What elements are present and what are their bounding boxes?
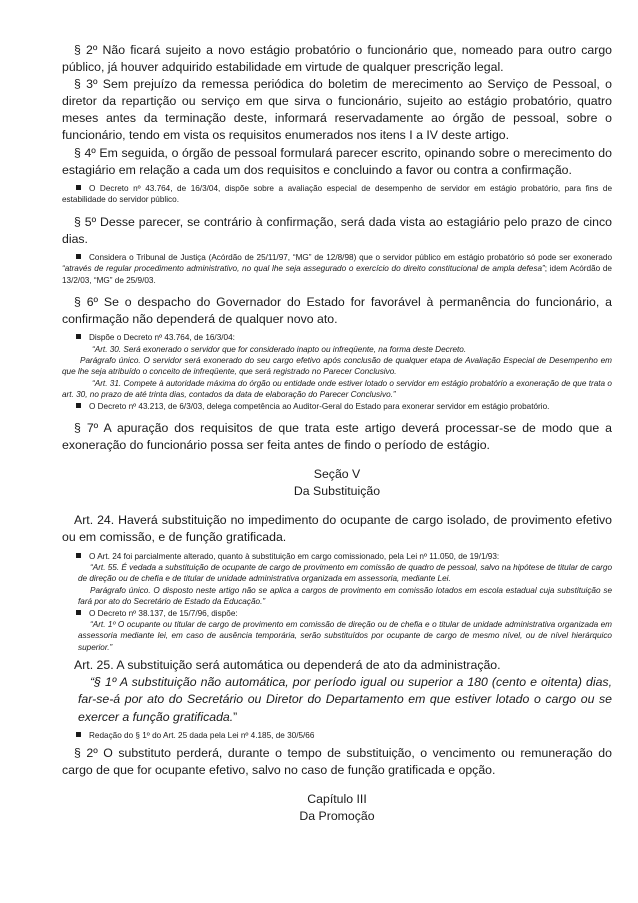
article-25: Art. 25. A substituição será automática ou dependerá de ato da administração. (74, 658, 501, 673)
paragraph-7: § 7º A apuração dos requisitos de que trata este artigo deverá processar-se de modo que a exoneração do funcionário possa ser feita antes de findo o período de estágio. (62, 421, 612, 453)
document-page (62, 42, 612, 825)
section-title: Seção V (313, 467, 361, 482)
article-24: Art. 24. Haverá substituição no impedimento do ocupante de cargo isolado, de provimento efetivo ou em comissão, e de função gratificada. (62, 513, 612, 545)
note-lei-4185: Redação do § 1º do Art. 25 dada pela Lei nº 4.185, de 30/5/66 (62, 730, 612, 741)
paragraph-2b: § 2º O substituto perderá, durante o tempo de substituição, o vencimento ou remuneração do cargo de que for ocupante efetivo, salvo no caso de função gratificada e opção. (62, 746, 612, 778)
note-decreto-43764: O Decreto nº 43.764, de 16/3/04, dispõe sobre a avaliação especial de desempenho de servidor em estágio probatório, para fins de estabilidade do servidor público. (62, 183, 612, 205)
note-decreto-43213: O Decreto nº 43.213, de 6/3/03, delega competência ao Auditor-Geral do Estado para exonerar servidor em estágio probatório. (62, 401, 612, 412)
bullet-icon (76, 334, 81, 339)
note-lei-11050: O Art. 24 foi parcialmente alterado, quanto à substituição em cargo comissionado, pela Lei nº 11.050, de 19/1/93: (62, 551, 612, 562)
paragraph-5: § 5º Desse parecer, se contrário à confirmação, será dada vista ao estagiário pelo prazo de cinco dias. (62, 214, 612, 246)
bullet-icon (76, 732, 81, 737)
chapter-subtitle: Da Promoção (299, 809, 375, 824)
bullet-icon (76, 403, 81, 408)
quote-art-1: “Art. 1º O ocupante ou titular de cargo de provimento em comissão de direção ou de chefia e o titular de unidade administrativa organizada em assessoria mediante lei, em caso de ausência temporária, serão substituídos por ocupante de cargo de mesmo nível, ou de nível hierárquico superior.” (78, 620, 612, 652)
article-25-paragraph-1: “§ 1º A substituição não automática, por período igual ou superior a 180 (cento e oitenta) dias, far-se-á por ato do Secretário ou Diretor do Departamento em que estiver lotado o cargo ou se exercer a função gratificada.” (78, 675, 612, 724)
quote-art-31: “Art. 31. Compete à autoridade máxima do órgão ou entidade onde estiver lotado o servidor em estágio probatório a exoneração de que trata o art. 30, no prazo de até trinta dias, contados da data de elaboração do Parecer Conclusivo.” (62, 378, 612, 400)
bullet-icon (76, 254, 81, 259)
quote-art-30: “Art. 30. Será exonerado o servidor que for considerado inapto ou infreqüente, na forma deste Decreto. (92, 344, 467, 354)
section-subtitle: Da Substituição (293, 484, 381, 499)
note-tribunal: Considera o Tribunal de Justiça (Acórdão de 25/11/97, “MG” de 12/8/98) que o servidor público em estágio probatório só pode ser exonerado “através de regular procedimento administrativo, no qual lhe seja assegurado o exercício do direito constitucional de ampla defesa”; idem Acórdão de 13/2/03, “MG” de 25/9/03. (62, 252, 612, 285)
chapter-title: Capítulo III (307, 792, 367, 807)
paragraph-3: § 3º Sem prejuízo da remessa periódica do boletim de merecimento ao Serviço de Pessoal, o diretor da repartição ou serviço em que sirva o funcionário, sujeito ao estágio probatório, quatro meses antes da terminação deste, informará reservadamente ao órgão de pessoal, sobre o funcionário, tendo em vista os requisitos enumerados nos itens I a IV deste artigo. (62, 77, 612, 143)
note-decreto-43764-b: Dispõe o Decreto nº 43.764, de 16/3/04: (62, 332, 612, 343)
bullet-icon (76, 553, 81, 558)
paragraph-4: § 4º Em seguida, o órgão de pessoal formulará parecer escrito, opinando sobre o merecimento do estagiário em relação a cada um dos requisitos e concluindo a favor ou contra a confirmação. (62, 145, 612, 177)
note-decreto-38137: O Decreto nº 38.137, de 15/7/96, dispõe: (62, 608, 612, 619)
quote-art-30-paragraph: Parágrafo único. O servidor será exonerado do seu cargo efetivo após conclusão de qualquer etapa de Avaliação Especial de Desempenho em que lhe seja atribuído o conceito de infreqüente, que será registrado no Parecer Conclusivo. (62, 355, 612, 377)
paragraph-2: § 2º Não ficará sujeito a novo estágio probatório o funcionário que, nomeado para outro cargo público, já houver adquirido estabilidade em virtude de qualquer prescrição legal. (62, 43, 612, 75)
quote-art-55-paragraph: Parágrafo único. O disposto neste artigo não se aplica a cargos de provimento em comissão lotados em escola estadual cuja substituição se fará por ato do Secretário de Estado da Educação.” (78, 585, 612, 607)
paragraph-6: § 6º Se o despacho do Governador do Estado for favorável à permanência do funcionário, a confirmação não dependerá de qualquer novo ato. (62, 294, 612, 327)
bullet-icon (76, 610, 81, 615)
bullet-icon (76, 185, 81, 190)
quote-art-55: “Art. 55. É vedada a substituição de ocupante de cargo de provimento em comissão de quadro de pessoal, salvo na hipótese de titular de cargo de direção ou de chefia e de titular de unidade administrativa organizada em assessoria, mediante Lei. (78, 562, 612, 584)
